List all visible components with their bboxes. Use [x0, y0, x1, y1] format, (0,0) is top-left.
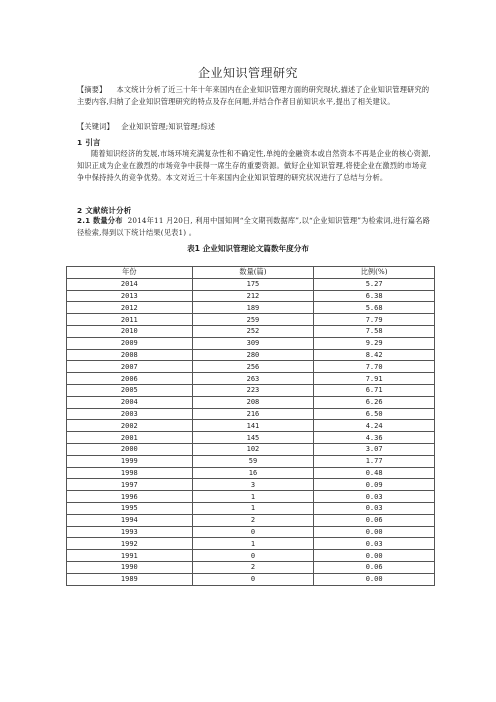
cell-count: 2 [192, 514, 314, 526]
table-row [67, 384, 435, 396]
cell-count: 189 [192, 302, 314, 314]
table-row [67, 550, 435, 562]
cell-percent: 0.09 [314, 479, 435, 491]
table-caption: 表1 企业知识管理论文篇数年度分布 [187, 244, 309, 253]
table-row [67, 491, 435, 503]
table-row [67, 561, 435, 573]
cell-percent: 6.38 [314, 290, 435, 302]
header-year: 年份 [67, 267, 193, 279]
cell-percent: 0.48 [314, 467, 435, 479]
abstract-label: 【摘要】 [77, 85, 107, 94]
cell-year: 2003 [67, 408, 193, 420]
cell-year: 2014 [67, 278, 193, 290]
cell-count: 208 [192, 396, 314, 408]
keywords-paragraph [77, 121, 432, 133]
table-row [67, 420, 435, 432]
cell-year: 1999 [67, 455, 193, 467]
table-row [67, 467, 435, 479]
section2-1-paragraph [77, 215, 432, 239]
cell-percent: 6.26 [314, 396, 435, 408]
cell-count: 0 [192, 550, 314, 562]
cell-year: 2010 [67, 325, 193, 337]
table-row [67, 373, 435, 385]
cell-count: 280 [192, 349, 314, 361]
cell-year: 2013 [67, 290, 193, 302]
cell-percent: 1.77 [314, 455, 435, 467]
cell-count: 216 [192, 408, 314, 420]
section1-text: 随着知识经济的发展,市场环境充满复杂性和不确定性,单纯的金融资本或自然资本不再是企业的核心资源,知识正成为企业在激烈的市场竞争中获得一席生存的重要资源。做好企业知识管理,将使企业在激烈的市场竞争中保持持久的竞争优势。本文对近三十年来国内企业知识管理的研究状况进行了总结与分析。 [77, 149, 431, 182]
table-row [67, 443, 435, 455]
cell-count: 259 [192, 314, 314, 326]
cell-percent: 7.91 [314, 373, 435, 385]
cell-year: 2000 [67, 443, 193, 455]
cell-percent: 7.70 [314, 361, 435, 373]
table-row [67, 538, 435, 550]
cell-percent: 7.79 [314, 314, 435, 326]
table-row [67, 502, 435, 514]
section1-heading: 1 引言 [77, 138, 101, 147]
table-row [67, 455, 435, 467]
table-row [67, 479, 435, 491]
table-header-row [67, 267, 435, 279]
table-row [67, 302, 435, 314]
distribution-table [66, 266, 435, 586]
cell-count: 1 [192, 502, 314, 514]
cell-count: 256 [192, 361, 314, 373]
cell-year: 2004 [67, 396, 193, 408]
cell-year: 1993 [67, 526, 193, 538]
cell-year: 2011 [67, 314, 193, 326]
cell-percent: 4.24 [314, 420, 435, 432]
cell-count: 1 [192, 538, 314, 550]
document-title: 企业知识管理研究 [197, 66, 298, 80]
cell-count: 175 [192, 278, 314, 290]
cell-percent: 0.00 [314, 526, 435, 538]
cell-count: 0 [192, 573, 314, 585]
table-row [67, 361, 435, 373]
table-row [67, 408, 435, 420]
cell-year: 1996 [67, 491, 193, 503]
cell-count: 0 [192, 526, 314, 538]
table-row [67, 278, 435, 290]
header-percent: 比例(%) [314, 267, 435, 279]
table-row [67, 290, 435, 302]
cell-percent: 5.27 [314, 278, 435, 290]
table-row [67, 526, 435, 538]
cell-percent: 0.06 [314, 514, 435, 526]
header-count: 数量(篇) [192, 267, 314, 279]
table-row [67, 349, 435, 361]
cell-year: 2001 [67, 432, 193, 444]
cell-year: 2005 [67, 384, 193, 396]
cell-count: 1 [192, 491, 314, 503]
cell-percent: 0.00 [314, 550, 435, 562]
section2-1-text: 2014年11 月20日, 利用中国知网“全文期刊数据库”,以“企业知识管理”为检索词,进行篇名路径检索,得到以下统计结果(见表1) 。 [77, 216, 431, 237]
cell-year: 1991 [67, 550, 193, 562]
cell-percent: 6.71 [314, 384, 435, 396]
cell-count: 252 [192, 325, 314, 337]
cell-count: 145 [192, 432, 314, 444]
cell-percent: 7.58 [314, 325, 435, 337]
cell-count: 309 [192, 337, 314, 349]
keywords-label: 【关键词】 [77, 122, 114, 131]
abstract-text: 本文统计分析了近三十年十年来国内在企业知识管理方面的研究现状,描述了企业知识管理研究的主要内容,归纳了企业知识管理研究的特点及存在问题,并结合作者目前知识水平,提出了相关建议。 [77, 85, 430, 106]
cell-count: 141 [192, 420, 314, 432]
cell-count: 3 [192, 479, 314, 491]
cell-percent: 9.29 [314, 337, 435, 349]
cell-year: 1998 [67, 467, 193, 479]
cell-percent: 6.50 [314, 408, 435, 420]
table-body [67, 278, 435, 585]
section2-1-heading: 2.1 数量分布 [77, 216, 123, 225]
table-row [67, 325, 435, 337]
table-row [67, 573, 435, 585]
table-row [67, 314, 435, 326]
cell-year: 2006 [67, 373, 193, 385]
cell-percent: 0.03 [314, 538, 435, 550]
keywords-text: 企业知识管理;知识管理;综述 [121, 122, 216, 131]
cell-year: 2007 [67, 361, 193, 373]
cell-year: 2002 [67, 420, 193, 432]
abstract-paragraph [77, 84, 432, 108]
cell-count: 212 [192, 290, 314, 302]
cell-percent: 8.42 [314, 349, 435, 361]
cell-year: 1995 [67, 502, 193, 514]
table-row [67, 396, 435, 408]
cell-count: 263 [192, 373, 314, 385]
cell-count: 102 [192, 443, 314, 455]
cell-year: 1989 [67, 573, 193, 585]
cell-count: 16 [192, 467, 314, 479]
cell-year: 2009 [67, 337, 193, 349]
table-row [67, 337, 435, 349]
cell-count: 2 [192, 561, 314, 573]
cell-year: 2012 [67, 302, 193, 314]
cell-count: 59 [192, 455, 314, 467]
cell-percent: 4.36 [314, 432, 435, 444]
cell-count: 223 [192, 384, 314, 396]
cell-percent: 0.00 [314, 573, 435, 585]
section2-heading: 2 文献统计分析 [77, 206, 132, 215]
cell-percent: 3.07 [314, 443, 435, 455]
cell-year: 1994 [67, 514, 193, 526]
cell-year: 1990 [67, 561, 193, 573]
cell-percent: 0.03 [314, 491, 435, 503]
cell-percent: 0.06 [314, 561, 435, 573]
cell-year: 1997 [67, 479, 193, 491]
cell-year: 2008 [67, 349, 193, 361]
table-row [67, 432, 435, 444]
cell-percent: 5.68 [314, 302, 435, 314]
cell-year: 1992 [67, 538, 193, 550]
cell-percent: 0.03 [314, 502, 435, 514]
table-row [67, 514, 435, 526]
